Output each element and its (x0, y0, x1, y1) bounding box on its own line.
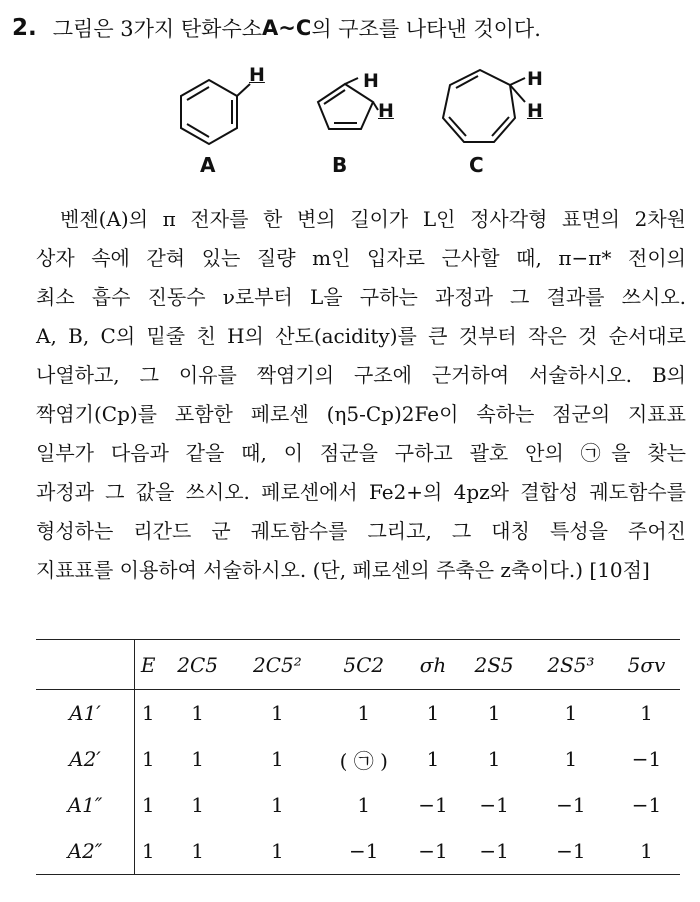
table-cell: 1 (270, 747, 284, 771)
table-cell: −1 (349, 839, 379, 863)
table-cell: −1 (556, 839, 586, 863)
question-prompt-before: 그림은 3가지 탄화수소 (52, 17, 263, 41)
header-cell: E (140, 652, 156, 677)
table-cell: −1 (479, 793, 509, 817)
paragraph-line-4: A, B, C의 밑줄 친 H의 산도(acidity)를 큰 것부터 작은 것 순서대로 (36, 324, 686, 348)
molecule-structures (160, 60, 560, 180)
table-cell: 1 (141, 839, 155, 863)
table-row (36, 782, 680, 828)
table-cell: 1 (191, 839, 205, 863)
table-cell: 1 (640, 701, 653, 725)
table-cell: 1 (357, 701, 371, 725)
row-label: A2′ (36, 736, 135, 782)
molecule-c-label: C (469, 153, 484, 177)
table-cell: 1 (487, 701, 501, 725)
molecule-b-h-label-bottom: H (378, 100, 394, 122)
paragraph-line-5: 나열하고, 그 이유를 짝염기의 구조에 근거하여 서술하시오. B의 (36, 363, 686, 387)
character-table-grid (36, 639, 680, 875)
molecule-c-h-label-top: H (527, 68, 543, 90)
table-cell: 1 (191, 701, 205, 725)
question-paragraph (36, 200, 686, 590)
header-cell: 5C2 (343, 652, 385, 677)
molecule-b-label: B (332, 153, 348, 177)
paragraph-line-7: 일부가 다음과 같을 때, 이 점군을 구하고 괄호 안의 ㉠을 찾는 (36, 441, 686, 465)
molecule-a-h-label: H (249, 64, 265, 86)
row-label: A2″ (36, 828, 135, 875)
header-cell: 2S5³ (547, 652, 595, 677)
table-row (36, 690, 680, 737)
question-header (12, 8, 692, 48)
table-cell: 1 (487, 747, 501, 771)
table-row (36, 828, 680, 875)
table-cell: 1 (141, 793, 155, 817)
paragraph-line-1: 벤젠(A)의 π 전자를 한 변의 길이가 L인 정사각형 표면의 2차원 (60, 207, 686, 231)
table-cell: −1 (631, 793, 662, 817)
table-cell: 1 (270, 839, 284, 863)
table-cell: −1 (418, 839, 448, 863)
header-cell: 2S5 (474, 652, 514, 677)
question-prompt-after: 의 구조를 나타낸 것이다. (311, 17, 541, 41)
table-cell: 1 (141, 747, 155, 771)
paragraph-line-8: 과정과 그 값을 쓰시오. 페로센에서 Fe2+의 4pz와 결합성 궤도함수를 (36, 480, 686, 504)
table-cell: −1 (479, 839, 509, 863)
table-cell: 1 (270, 701, 284, 725)
molecule-structures-svg (160, 60, 560, 180)
row-label: A1″ (36, 782, 135, 828)
character-table (36, 639, 680, 875)
table-cell: 1 (191, 747, 205, 771)
header-cell: 2C5² (252, 652, 302, 677)
question-number: 2. (12, 15, 37, 41)
character-table-header-row (36, 640, 680, 690)
molecule-a-label: A (200, 153, 216, 177)
header-cell: 5σv (627, 652, 666, 677)
paragraph-line-3: 최소 흡수 진동수 ν로부터 L을 구하는 과정과 그 결과를 쓰시오. (36, 285, 686, 309)
paragraph-line-9: 형성하는 리간드 군 궤도함수를 그리고, 그 대칭 특성을 주어진 (36, 519, 686, 543)
table-cell: −1 (556, 793, 586, 817)
blank-cell: ( ㉠ ) (339, 748, 388, 773)
question-prompt-range: A~C (262, 16, 312, 40)
table-cell: 1 (426, 701, 440, 725)
table-cell: 1 (564, 747, 578, 771)
table-cell: 1 (426, 747, 440, 771)
table-cell: −1 (418, 793, 448, 817)
table-cell: 1 (270, 793, 284, 817)
row-label: A1′ (36, 690, 135, 737)
character-table-corner (36, 640, 135, 690)
table-cell: 1 (141, 701, 155, 725)
paragraph-line-10: 지표표를 이용하여 서술하시오. (단, 페로센의 주축은 z축이다.) [10점] (36, 558, 650, 582)
molecule-c-cycloheptatriene (443, 70, 525, 142)
header-cell: 2C5 (177, 652, 219, 677)
table-cell: 1 (564, 701, 578, 725)
paragraph-line-2: 상자 속에 갇혀 있는 질량 m인 입자로 근사할 때, π−π* 전이의 (36, 246, 686, 270)
paragraph-line-6: 짝염기(Cp)를 포함한 페로센 (η5-Cp)2Fe이 속하는 점군의 지표표 (36, 402, 686, 426)
molecule-b-h-label-top: H (363, 70, 379, 92)
table-cell: −1 (631, 747, 662, 771)
table-row (36, 736, 680, 782)
table-cell: 1 (640, 839, 653, 863)
table-cell: 1 (357, 793, 371, 817)
header-cell: σh (419, 652, 447, 677)
molecule-a-benzene (181, 80, 250, 144)
table-cell: 1 (191, 793, 205, 817)
molecule-c-h-label-bottom: H (527, 100, 543, 122)
